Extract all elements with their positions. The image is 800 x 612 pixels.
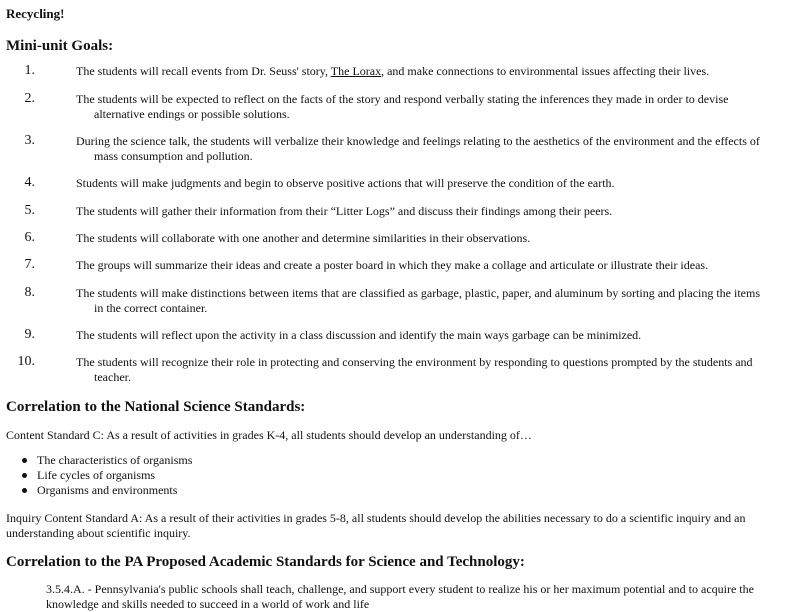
inquiry-standard-text: Inquiry Content Standard A: As a result of their activities in grades 5-8, all students should develop the abilities necessary to do a scientific inquiry and an understanding about scientific inquiry. (6, 511, 746, 540)
goal-text (76, 231, 792, 246)
pa-standards-heading: Correlation to the PA Proposed Academic Standards for Science and Technology: (6, 554, 525, 570)
content-standard-list (22, 453, 192, 498)
goal-text-part: , and make connections to environmental issues affecting their lives. (381, 64, 710, 78)
goal-text (76, 92, 792, 122)
content-standard-text: Content Standard C: As a result of activities in grades K-4, all students should develop an understanding of… (6, 428, 532, 442)
national-standards-heading: Correlation to the National Science Standards: (6, 399, 306, 415)
goal-text-part: During the science talk, the students will verbalize their knowledge and feelings relating to the aesthetics of the environment and the effects of (76, 134, 760, 148)
goal-number: 9. (24, 327, 35, 342)
pa-standard-text: 3.5.4.A. - Pennsylvania's public schools shall teach, challenge, and support every student to realize his or her maximum potential and to acquire the knowledge and skills needed to succeed in a world of work and life (46, 582, 754, 611)
list-item: Life cycles of organisms (22, 468, 192, 483)
goal-text (76, 258, 792, 273)
goal-text-part: The students will collaborate with one another and determine similarities in their observations. (76, 231, 531, 245)
goal-number: 6. (24, 230, 35, 245)
book-title-underlined: The Lorax (330, 64, 382, 78)
goal-text-continuation: alternative endings or possible solutions. (94, 107, 290, 121)
goal-number: 1. (24, 63, 35, 78)
goal-text (76, 328, 792, 343)
list-item: Organisms and environments (22, 483, 192, 498)
goal-text-part: The groups will summarize their ideas and create a poster board in which they make a collage and articulate or illustrate their ideas. (76, 258, 709, 272)
goal-number: 4. (24, 175, 35, 190)
goal-text-part: The students will be expected to reflect on the facts of the story and respond verbally stating the inferences they made in order to devise (76, 92, 729, 106)
goal-number: 5. (24, 203, 35, 218)
goal-text-part: The students will make distinctions between items that are classified as garbage, plastic, paper, and aluminum by sorting and placing the items (76, 286, 761, 300)
goals-heading: Mini-unit Goals: (6, 38, 114, 54)
goal-text (76, 355, 792, 385)
goal-text (76, 204, 792, 219)
goal-text-part: The students will recognize their role in protecting and conserving the environment by responding to questions prompted by the students and (76, 355, 753, 369)
goal-number: 3. (24, 133, 35, 148)
goal-number: 8. (24, 285, 35, 300)
goal-text-part: Students will make judgments and begin to observe positive actions that will preserve the condition of the earth. (76, 176, 615, 190)
goal-text-continuation: in the correct container. (94, 301, 208, 315)
goal-number: 10. (17, 354, 35, 369)
goal-text-continuation: mass consumption and pollution. (94, 149, 253, 163)
goal-text (76, 134, 792, 164)
goal-text (76, 286, 792, 316)
goal-number: 7. (24, 257, 35, 272)
goal-text (76, 176, 792, 191)
goal-text-continuation: teacher. (94, 370, 131, 384)
document-title: Recycling! (6, 6, 65, 21)
goal-text (76, 64, 792, 79)
goal-text-part: The students will gather their information from their “Litter Logs” and discuss their findings among their peers. (76, 204, 613, 218)
list-item: The characteristics of organisms (22, 453, 192, 468)
goal-number: 2. (24, 91, 35, 106)
goal-text-part: The students will reflect upon the activity in a class discussion and identify the main ways garbage can be minimized. (76, 328, 642, 342)
goal-text-part: The students will recall events from Dr. Seuss' story, (76, 64, 331, 78)
